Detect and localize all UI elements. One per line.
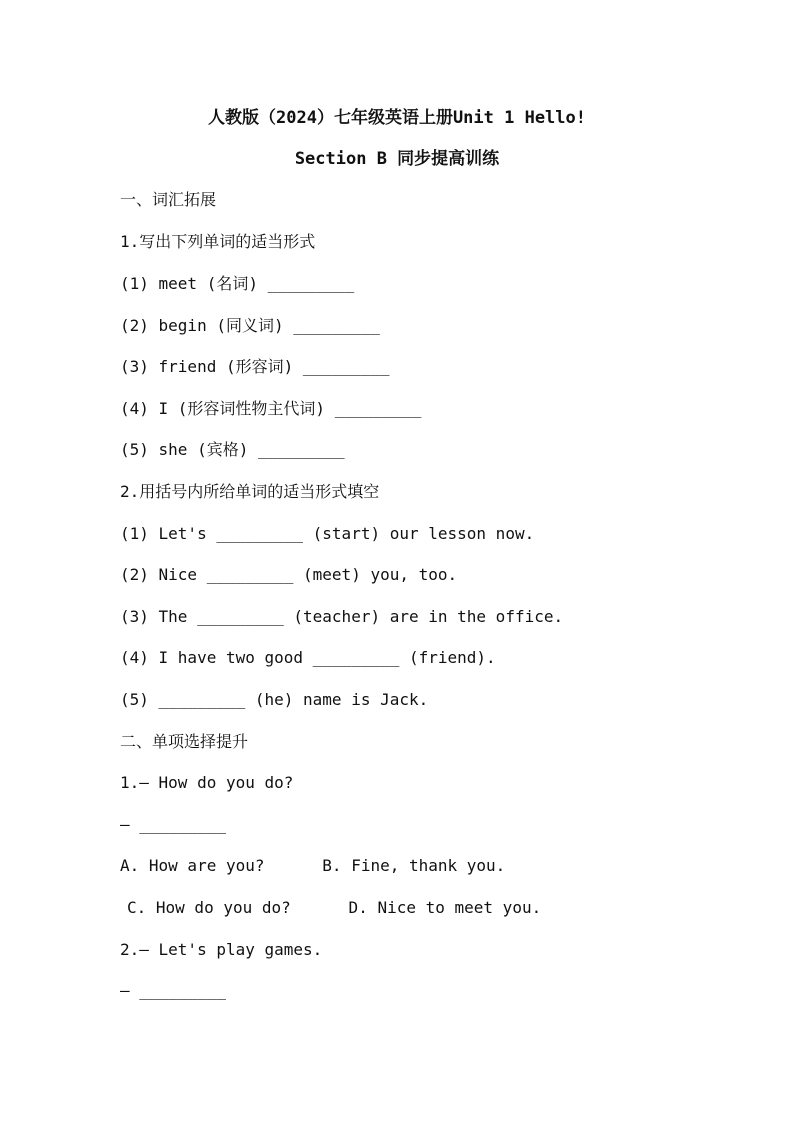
part1-item: (2) begin (同义词) _________ (120, 316, 380, 335)
part1-item: (4) I (形容词性物主代词) _________ (120, 399, 422, 418)
part1-item: (1) meet (名词) _________ (120, 274, 355, 293)
part2-item: (5) _________ (he) name is Jack. (120, 690, 429, 709)
document-title-line2: Section B 同步提高训练 (294, 149, 500, 169)
part2-item: (4) I have two good _________ (friend). (120, 648, 496, 667)
question2-prompt: 2.— Let's play games. (120, 940, 323, 959)
part1-item: (3) friend (形容词) _________ (120, 357, 390, 376)
part1-item: (5) she (宾格) _________ (120, 440, 345, 459)
section2-heading: 二、单项选择提升 (120, 732, 249, 751)
question1-options-row2: C. How do you do? D. Nice to meet you. (127, 898, 542, 917)
question1-options-row1: A. How are you? B. Fine, thank you. (120, 856, 506, 875)
question1-prompt: 1.— How do you do? (120, 773, 294, 792)
part2-heading: 2.用括号内所给单词的适当形式填空 (120, 482, 380, 501)
part2-item: (3) The _________ (teacher) are in the office. (120, 607, 564, 626)
part2-item: (2) Nice _________ (meet) you, too. (120, 565, 458, 584)
section1-heading: 一、词汇拓展 (120, 190, 217, 209)
part2-item: (1) Let's _________ (start) our lesson now. (120, 524, 535, 543)
part1-heading: 1.写出下列单词的适当形式 (120, 232, 316, 251)
question1-answer-line: — _________ (120, 815, 226, 834)
document-title-line1: 人教版（2024）七年级英语上册Unit 1 Hello! (208, 108, 586, 128)
question2-answer-line: — _________ (120, 981, 226, 1000)
